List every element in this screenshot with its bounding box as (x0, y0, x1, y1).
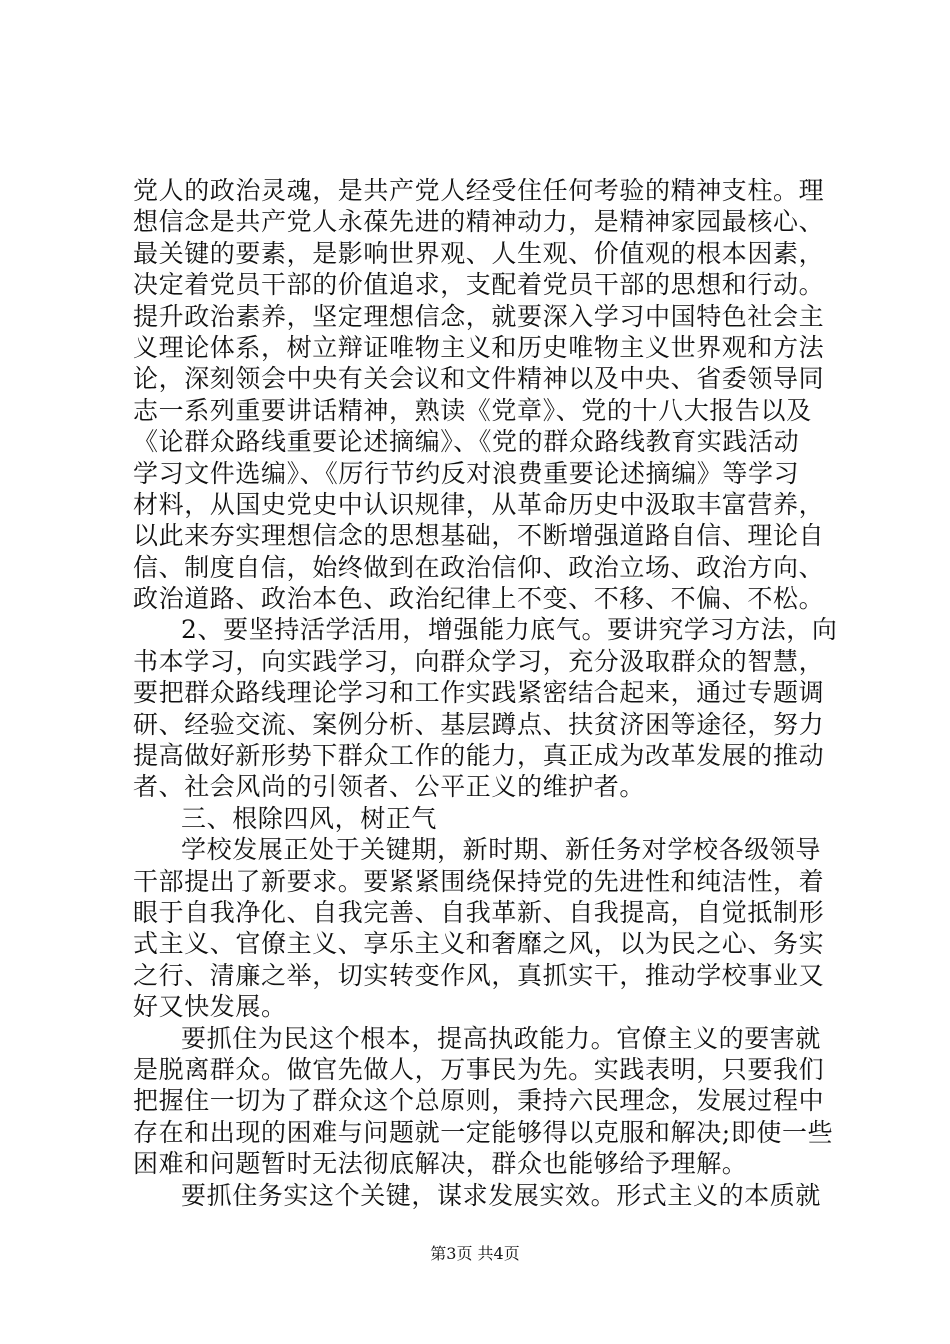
text-line: 材料，从国史党史中认识规律，从革命历史中汲取丰富营养， (133, 489, 825, 519)
text-line: 志一系列重要讲话精神，熟读《党章》、党的十八大报告以及 (133, 395, 812, 425)
text-line: 之行、清廉之举，切实转变作风，真抓实干，推动学校事业又 (133, 960, 825, 990)
text-line: 党人的政治灵魂，是共产党人经受住任何考验的精神支柱。理 (133, 176, 825, 205)
text-line: 存在和出现的困难与问题就一定能够得以克服和解决;即使一些 (133, 1117, 834, 1147)
text-line: 学习文件选编》、《厉行节约反对浪费重要论述摘编》等学习 (133, 458, 800, 488)
text-line: 想信念是共产党人永葆先进的精神动力，是精神家园最核心、 (133, 207, 825, 237)
text-line: 决定着党员干部的价值追求，支配着党员干部的思想和行动。 (133, 270, 825, 300)
text-line: 2、要坚持活学活用，增强能力底气。要讲究学习方法，向 (181, 615, 838, 645)
text-line: 义理论体系，树立辩证唯物主义和历史唯物主义世界观和方法 (133, 332, 825, 362)
text-line: 困难和问题暂时无法彻底解决，群众也能够给予理解。 (133, 1149, 748, 1179)
text-line: 最关键的要素，是影响世界观、人生观、价值观的根本因素， (133, 238, 825, 268)
text-line: 要抓住为民这个根本，提高执政能力。官僚主义的要害就 (181, 1023, 822, 1053)
page-footer: 第3页 共4页 (430, 1244, 520, 1263)
text-line: 书本学习，向实践学习，向群众学习，充分汲取群众的智慧， (133, 646, 825, 676)
text-line: 论，深刻领会中央有关会议和文件精神以及中央、省委领导同 (133, 364, 825, 394)
text-line: 好又快发展。 (133, 992, 287, 1022)
text-line: 要抓住务实这个关键，谋求发展实效。形式主义的本质就 (181, 1180, 822, 1210)
text-line: 研、经验交流、案例分析、基层蹲点、扶贫济困等途径，努力 (133, 709, 825, 739)
text-line: 是脱离群众。做官先做人，万事民为先。实践表明，只要我们 (133, 1054, 825, 1084)
text-line: 式主义、官僚主义、享乐主义和奢靡之风，以为民之心、务实 (133, 929, 825, 959)
text-line: 把握住一切为了群众这个总原则，秉持六民理念，发展过程中 (133, 1086, 825, 1116)
text-line: 政治道路、政治本色、政治纪律上不变、不移、不偏、不松。 (133, 584, 825, 614)
text-line: 学校发展正处于关键期，新时期、新任务对学校各级领导 (181, 835, 822, 865)
text-line: 者、社会风尚的引领者、公平正义的维护者。 (133, 772, 646, 802)
text-line: 《论群众路线重要论述摘编》、《党的群众路线教育实践活动 (133, 427, 800, 457)
text-line: 三、根除四风，树正气 (181, 803, 438, 833)
text-line: 眼于自我净化、自我完善、自我革新、自我提高，自觉抵制形 (133, 897, 825, 927)
text-line: 提升政治素养，坚定理想信念，就要深入学习中国特色社会主 (133, 301, 825, 331)
text-line: 以此来夯实理想信念的思想基础，不断增强道路自信、理论自 (133, 521, 825, 551)
text-line: 干部提出了新要求。要紧紧围绕保持党的先进性和纯洁性，着 (133, 866, 825, 896)
text-line: 要把群众路线理论学习和工作实践紧密结合起来，通过专题调 (133, 678, 825, 708)
document-body (133, 175, 838, 1211)
text-line: 信、制度自信，始终做到在政治信仰、政治立场、政治方向、 (133, 552, 825, 582)
text-line: 提高做好新形势下群众工作的能力，真正成为改革发展的推动 (133, 741, 825, 771)
